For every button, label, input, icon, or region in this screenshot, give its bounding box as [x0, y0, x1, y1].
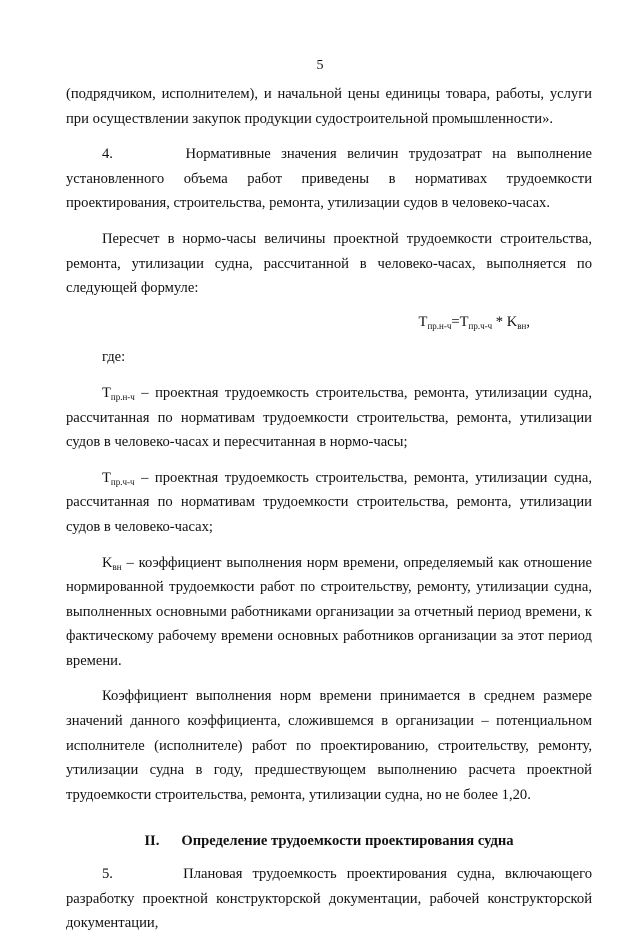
page-number: 5: [316, 58, 324, 73]
item-5-text: Плановая трудоемкость проектирования судна, включающего разработку проектной конструкторской документации, рабочей конструкторской документации,: [66, 866, 592, 932]
formula-lhs-sub: пр.н-ч: [427, 320, 452, 331]
formula-equals: =: [451, 313, 460, 330]
def-symbol-sub: пр.н-ч: [110, 391, 135, 402]
formula-k-sub: вн: [517, 320, 527, 331]
def-symbol: T: [102, 469, 111, 486]
def-text: – коэффициент выполнения норм времени, определяемый как отношение нормированной трудоемкости работ по строительству, ремонту, утилизации судна, выполненных основными работниками организации за отчетный период времени, к фактическому рабочему времени основных работников организации за этот период времени.: [66, 554, 592, 669]
def-symbol: K: [102, 554, 113, 571]
item-4-number: 4.: [102, 146, 113, 163]
recalculation-paragraph: Пересчет в нормо-часы величины проектной трудоемкости строительства, ремонта, утилизации судна, рассчитанной в человеко-часах, выполняется по следующей формуле:: [66, 230, 592, 297]
section-number: II.: [144, 833, 160, 850]
definition-t-pr-ch-ch: [66, 466, 592, 540]
coefficient-paragraph: Коэффициент выполнения норм времени принимается в среднем размере значений данного коэффициента, сложившемся в организации – потенциальном исполнителе (исполнителе) работ по проектированию, строительству, ремонту, утилизации судна в году, предшествующем выполнению расчета проектной трудоемкости строительства, ремонта, утилизации судна, но не более 1,20.: [66, 688, 592, 803]
def-symbol: T: [102, 384, 111, 401]
definition-t-pr-n-ch: [66, 381, 592, 455]
formula-lhs: T: [418, 313, 428, 330]
item-4-paragraph: [66, 142, 592, 216]
formula-k: K: [506, 313, 518, 330]
formula-rhs-sub: пр.ч-ч: [468, 320, 493, 331]
formula-rhs: T: [459, 313, 469, 330]
definition-k-vn: [66, 551, 592, 674]
item-5-number: 5.: [102, 866, 113, 883]
section-title: Определение трудоемкости проектирования судна: [181, 833, 514, 850]
formula: [66, 310, 592, 335]
item-4-text: Нормативные значения величин трудозатрат на выполнение установленного объема работ приведены в нормативах трудоемкости проектирования, строительства, ремонта, утилизации судов в человеко-часах.: [66, 146, 592, 212]
document-body: [66, 82, 592, 936]
def-symbol-sub: пр.ч-ч: [110, 476, 135, 487]
section-heading: [66, 829, 592, 854]
intro-paragraph: (подрядчиком, исполнителем), и начальной цены единицы товара, работы, услуги при осуществлении закупок продукции судостроительной промышленности».: [66, 86, 592, 127]
def-text: – проектная трудоемкость строительства, ремонта, утилизации судна, рассчитанная по нормативам трудоемкости строительства, ремонта, утилизации судов в человеко-часах и пересчитанная в нормо-часы;: [66, 384, 592, 451]
def-text: – проектная трудоемкость строительства, ремонта, утилизации судна, рассчитанная по нормативам трудоемкости строительства, ремонта, утилизации судов в человеко-часах;: [66, 469, 592, 535]
where-label: где:: [102, 349, 126, 366]
def-symbol-sub: вн: [112, 561, 122, 572]
formula-operator: *: [492, 313, 507, 330]
formula-end: ,: [526, 313, 530, 330]
item-5-paragraph: [66, 862, 592, 936]
